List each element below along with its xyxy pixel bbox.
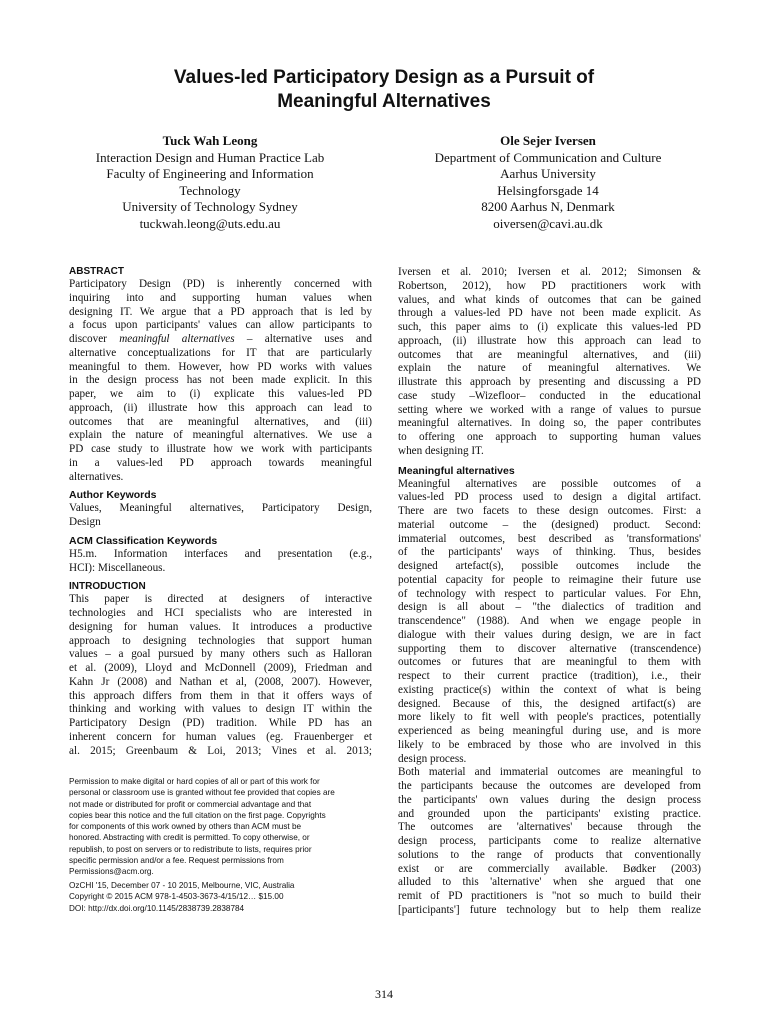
text-line: thinking and working with values to design IT within the <box>69 703 372 716</box>
text-line: Participatory Design (PD) is inherently concerned with <box>69 278 372 290</box>
text-line: illustrate this approach by presenting and discussing a PD <box>398 376 701 388</box>
text-line: experienced as being meaningful during use, and is more <box>398 725 701 737</box>
text-line: HCI): Miscellaneous. <box>69 561 166 574</box>
notice-line: copies bear this notice and the full citation on the first page. Copyrights <box>69 810 326 820</box>
text-line: existing practice(s) within the context of what is being <box>398 683 701 696</box>
text-line: inquiring into and supporting human values when <box>69 291 372 304</box>
notice-line: specific permission and/or a fee. Request permissions from <box>69 856 284 866</box>
text-line: when designing IT. <box>398 444 484 457</box>
text-line: There are two facets to these design outcomes. First: a <box>398 505 701 517</box>
text-line: dialogue with their values during design, we are in fact <box>398 628 701 641</box>
paper-title <box>60 66 708 114</box>
title-line: Meaningful Alternatives <box>277 91 491 112</box>
notice-line: Permission to make digital or hard copies of all or part of this work for <box>69 777 320 786</box>
text-line: case study –Wizefloor– conducted in the educational <box>398 389 701 402</box>
text-line: design process, participants come to realize alternative <box>398 835 701 847</box>
text-line: explain the nature of meaningful alternatives. We use a <box>69 429 372 442</box>
text-line <box>69 333 372 347</box>
text-line: Participatory Design (PD) tradition. While PD has an <box>69 717 372 729</box>
meaningful-paragraph-2 <box>398 766 701 917</box>
conference-line: OzCHI '15, December 07 - 10 2015, Melbourne, VIC, Australia <box>69 881 295 890</box>
text-line: technologies and HCI specialists who are interested in <box>69 607 372 619</box>
text-line: potential capacity for people to reimagine their future use <box>398 573 701 586</box>
text-line: likely to be embraced by those who are involved in this <box>398 738 701 751</box>
title-line: Values-led Participatory Design as a Pursuit of <box>173 67 595 88</box>
text-line: values – a goal pursued by many others such as Halloran <box>69 648 372 661</box>
notice-line: not made or distributed for profit or commercial advantage and that <box>69 799 312 809</box>
author-keywords-text <box>69 502 372 530</box>
text-line: remit of PD practitioners is "not so much to build their <box>398 890 701 902</box>
author-email: oiversen@cavi.au.dk <box>493 215 603 231</box>
text-line: H5.m. Information interfaces and presentation (e.g., <box>69 547 372 560</box>
text-line: outcomes that are meaningful alternatives, and (iii) <box>69 415 372 428</box>
text-line: outcomes or futures that are meaningful to them with <box>398 656 701 669</box>
text-line: al. 2015; Greenbaum & Loi, 2013; Vines et al. 2013; <box>69 744 372 757</box>
text-line: through a values-led PD have not been made explicit. As <box>398 307 701 320</box>
notice-line: Permissions@acm.org. <box>69 867 154 877</box>
author-name: Tuck Wah Leong <box>162 133 258 148</box>
text-line: design is all about – "the dialectics of tradition and <box>398 601 701 614</box>
text-line: outcomes that are meaningful alternatives, and (iii) <box>398 348 701 361</box>
author-name: Ole Sejer Iversen <box>500 133 596 148</box>
text-line: alluded to this 'alternative' when she argued that one <box>398 876 701 889</box>
text-line: Values, Meaningful alternatives, Participatory Design, <box>69 502 372 515</box>
text-line: Both material and immaterial outcomes are meaningful to <box>398 766 701 779</box>
text-line: approach to designing technologies that support human <box>69 634 372 647</box>
meaningful-paragraph-1 <box>398 478 701 767</box>
text-line: approach, (ii) illustrate how this approach can lead to <box>398 334 701 347</box>
text-line: meaningful to them. However, how PD works with values <box>69 360 372 373</box>
text-line: alternative conceptualizations for IT that are particularly <box>69 346 372 359</box>
text-span: discover <box>69 333 120 345</box>
text-line: setting where we worked with a range of values to pursue <box>398 403 701 416</box>
text-line: exist or are commercially available. Bødker (2003) <box>398 862 701 875</box>
text-line: values, and what kinds of outcomes that can be gained <box>398 293 701 306</box>
conference-info <box>69 880 369 914</box>
text-line: [participants'] future technology but to help them realize <box>398 903 701 916</box>
text-line: designing for human values. It introduces a productive <box>69 620 372 633</box>
text-line: the participants because the outcomes are developed from <box>398 780 701 792</box>
author-affiliation: Department of Communication and Culture <box>434 149 662 165</box>
text-line: of the participants' ways of thinking. Thus, besides <box>398 546 701 559</box>
author-affiliation: Helsingforsgade 14 <box>497 182 599 198</box>
text-line: PD case study to illustrate how we work with participants <box>69 443 372 455</box>
left-column <box>69 263 372 758</box>
text-line: design process. <box>398 752 467 765</box>
author-block-2 <box>392 133 704 232</box>
meaningful-alternatives-heading: Meaningful alternatives <box>398 464 515 477</box>
doi-line: DOI: http://dx.doi.org/10.1145/2838739.2838784 <box>69 903 245 913</box>
text-line: inherent concern for human values (eg. Frauenberger et <box>69 730 372 743</box>
text-line: designing IT. We argue that a PD approach that is led by <box>69 305 372 318</box>
text-line: supporting them to discover alternative (transcendence) <box>398 642 701 655</box>
author-affiliation: 8200 Aarhus N, Denmark <box>481 199 615 214</box>
text-line: explain the nature of meaningful alternatives. We <box>398 362 701 375</box>
author-affiliation: University of Technology Sydney <box>122 199 298 214</box>
text-line: solutions to the range of products that conventionally <box>398 848 701 861</box>
text-line: Iversen et al. 2010; Iversen et al. 2012; Simonsen & <box>398 266 701 278</box>
text-line: meaningful alternatives. In doing so, the paper contributes <box>398 417 701 430</box>
text-line: to offering one approach to supporting human values <box>398 431 701 443</box>
text-line: The outcomes are 'alternatives' because through the <box>398 821 701 834</box>
text-line: and grounded upon the participants' existing practice. <box>398 807 701 820</box>
author-affiliation: Interaction Design and Human Practice Lab <box>95 149 325 165</box>
notice-line: republish, to post on servers or to redistribute to lists, requires prior <box>69 844 312 854</box>
abstract-paragraph <box>69 278 372 484</box>
italic-term: meaningful alternatives <box>119 333 235 345</box>
text-line: in a values-led PD approach towards meaningful <box>69 456 372 469</box>
text-line: more likely to fit well with people's practices, potentially <box>398 711 701 724</box>
text-line: material outcome – the (designed) product. Second: <box>398 518 701 531</box>
text-line: et al. (2009), Lloyd and McDonnell (2009), Friedman and <box>69 662 372 674</box>
author-block-1 <box>60 133 360 232</box>
introduction-paragraph <box>69 593 372 758</box>
author-affiliation: Faculty of Engineering and Information <box>106 166 314 181</box>
text-line: in the design process has not been made explicit. In this <box>69 374 372 387</box>
notice-line: honored. Abstracting with credit is permitted. To copy otherwise, or <box>69 833 310 843</box>
text-line: designed artefact(s), possible outcomes include the <box>398 560 701 572</box>
text-line: This paper is directed at designers of interactive <box>69 593 372 606</box>
introduction-heading: INTRODUCTION <box>69 581 146 593</box>
text-line: such, this paper aims to (i) explicate this values-led PD <box>398 321 701 333</box>
text-line: Kahn Jr (2008) and Nathan et al, (2008, 2007). However, <box>69 675 372 688</box>
permission-notice <box>69 776 369 878</box>
text-line: approach, (ii) illustrate how this approach can lead to <box>69 401 372 414</box>
text-line: transcendence" (1988). And when we engage people in <box>398 615 701 627</box>
acm-keywords-text <box>69 548 372 576</box>
author-affiliation: Technology <box>179 182 241 198</box>
author-email: tuckwah.leong@uts.edu.au <box>139 215 281 231</box>
text-line: the participants' own values during the design process <box>398 793 701 806</box>
notice-line: for components of this work owned by others than ACM must be <box>69 822 302 832</box>
author-affiliation: Aarhus University <box>500 166 596 181</box>
text-line: alternatives. <box>69 470 124 483</box>
text-line: paper, we aim to (i) explicate this values-led PD <box>69 388 372 400</box>
text-line: Design <box>69 516 101 528</box>
intro-continued-paragraph <box>398 266 701 459</box>
text-line: immaterial outcomes, best described as 'transformations' <box>398 532 701 545</box>
text-line: of technology with respect to particular values. For Ehn, <box>398 587 701 600</box>
text-span: – alternative uses and <box>234 333 372 345</box>
text-line: a focus upon participants' values can allow participants to <box>69 319 372 332</box>
text-line: designed. Because of this, the designed artifact(s) are <box>398 697 701 710</box>
right-column <box>398 266 701 918</box>
text-line: this approach differs from them in that it offers ways of <box>69 689 372 702</box>
text-line: respect to their current practice (tradition), i.e., their <box>398 670 701 682</box>
text-line: Meaningful alternatives are possible outcomes of a <box>398 477 701 490</box>
acm-keywords-heading: ACM Classification Keywords <box>69 534 218 547</box>
abstract-heading: ABSTRACT <box>69 266 124 277</box>
text-line: values-led PD process used to design a digital artifact. <box>398 491 701 504</box>
author-keywords-heading: Author Keywords <box>69 489 157 502</box>
notice-line: personal or classroom use is granted without fee provided that copies are <box>69 788 335 798</box>
page-number: 314 <box>375 987 393 1001</box>
copyright-line: Copyright © 2015 ACM 978-1-4503-3673-4/15/12… $15.00 <box>69 892 284 902</box>
text-line: Robertson, 2012), how PD practitioners work with <box>398 279 701 292</box>
